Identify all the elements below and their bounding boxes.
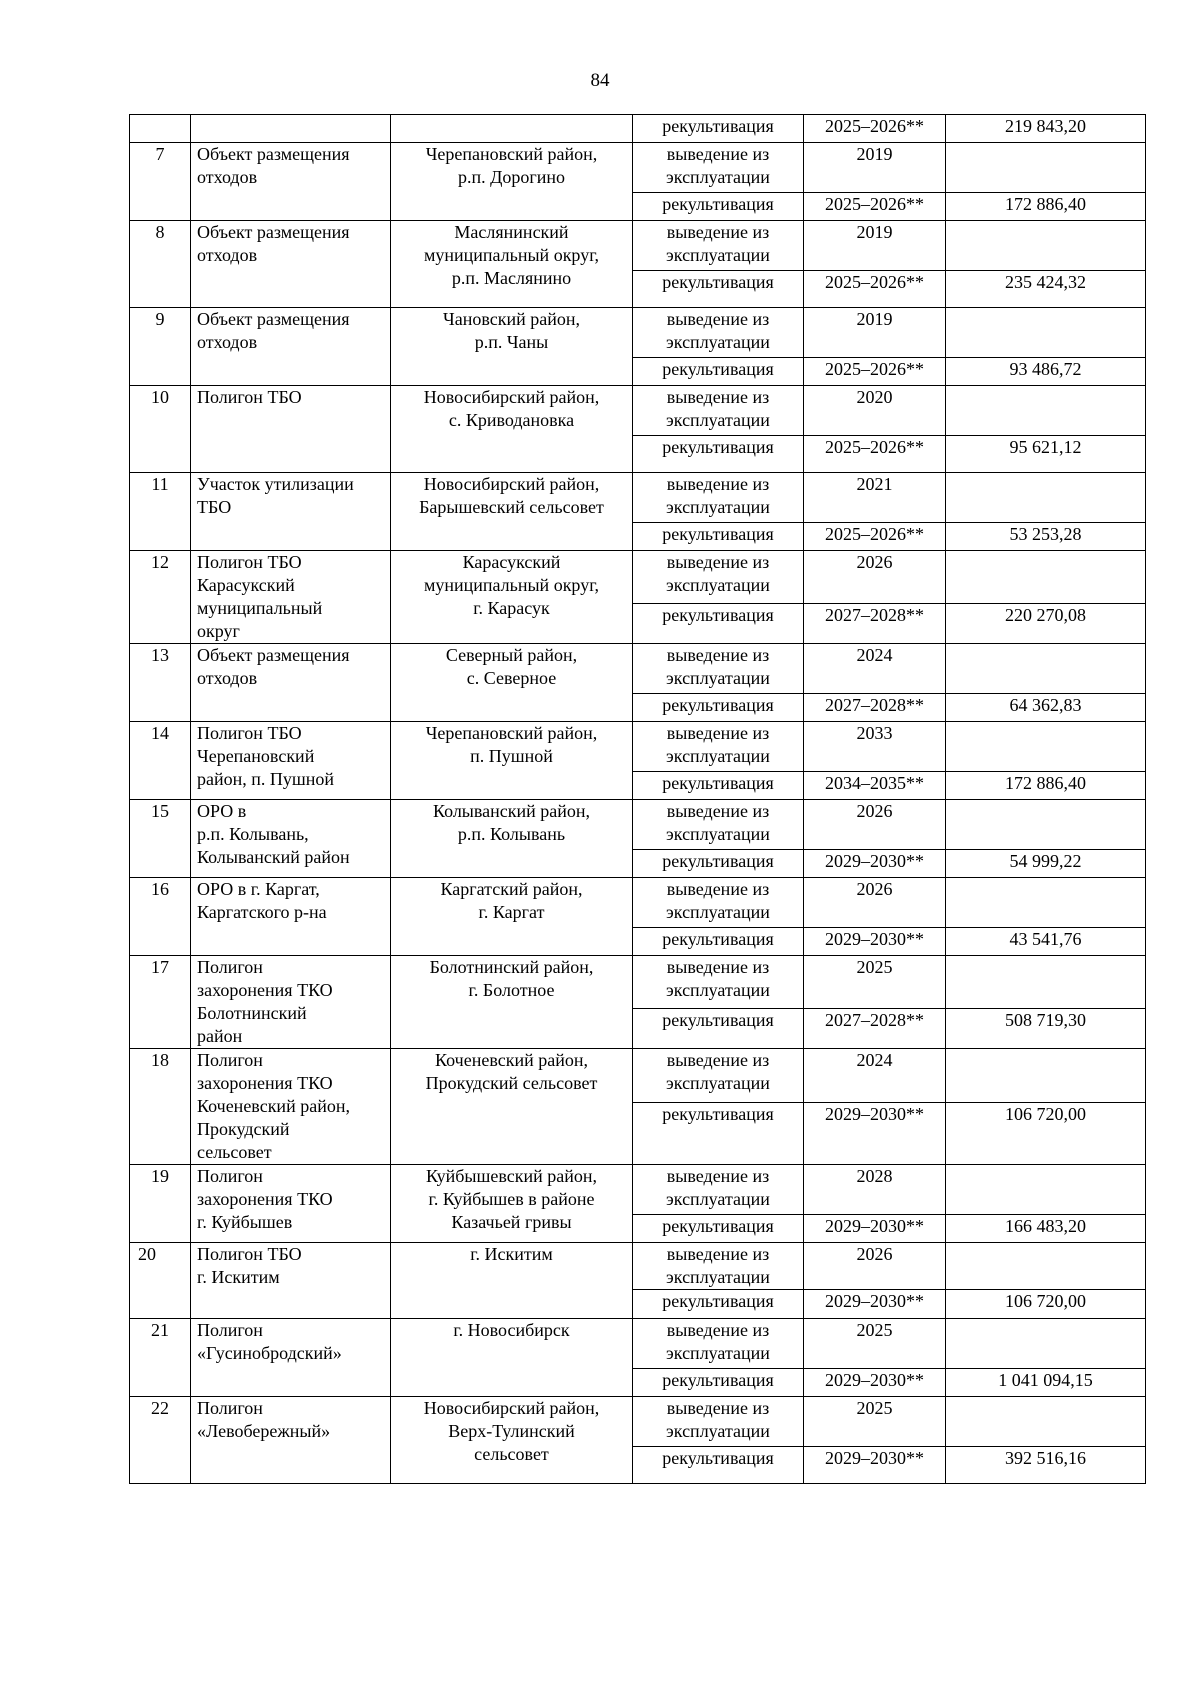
period-cell: 2029–2030** <box>804 928 946 956</box>
cost-cell <box>946 878 1146 928</box>
cost-cell: 172 886,40 <box>946 193 1146 221</box>
period-cell: 2025 <box>804 1319 946 1369</box>
cost-cell: 64 362,83 <box>946 694 1146 722</box>
table-row <box>130 473 1146 523</box>
period-cell: 2026 <box>804 878 946 928</box>
stage-cell: рекультивация <box>633 772 804 800</box>
cost-cell <box>946 956 1146 1009</box>
table-row <box>130 878 1146 928</box>
location-cell: Новосибирский район, Барышевский сельсовет <box>391 473 633 551</box>
period-cell: 2029–2030** <box>804 1369 946 1397</box>
cost-cell <box>946 1165 1146 1215</box>
cost-cell: 219 843,20 <box>946 115 1146 143</box>
period-cell: 2027–2028** <box>804 604 946 644</box>
period-cell: 2034–2035** <box>804 772 946 800</box>
table-row <box>130 115 1146 143</box>
period-cell: 2029–2030** <box>804 1215 946 1243</box>
row-number-cell: 17 <box>130 956 191 1049</box>
row-number-cell: 22 <box>130 1397 191 1484</box>
location-cell: г. Новосибирск <box>391 1319 633 1397</box>
table-row <box>130 1397 1146 1447</box>
cost-cell <box>946 143 1146 193</box>
period-cell: 2029–2030** <box>804 1447 946 1484</box>
row-number-cell: 18 <box>130 1049 191 1165</box>
row-number-cell: 10 <box>130 386 191 473</box>
table-row <box>130 644 1146 694</box>
stage-cell: выведение из эксплуатации <box>633 956 804 1009</box>
stage-cell: выведение из эксплуатации <box>633 221 804 271</box>
period-cell: 2029–2030** <box>804 850 946 878</box>
row-number-cell: 14 <box>130 722 191 800</box>
location-cell: Куйбышевский район, г. Куйбышев в районе Казачьей гривы <box>391 1165 633 1243</box>
cost-cell <box>946 722 1146 772</box>
stage-cell: выведение из эксплуатации <box>633 551 804 604</box>
period-cell: 2019 <box>804 308 946 358</box>
period-cell: 2026 <box>804 800 946 850</box>
stage-cell: рекультивация <box>633 358 804 386</box>
facility-name-cell: ОРО в г. Каргат, Каргатского р-на <box>191 878 391 956</box>
period-cell: 2024 <box>804 644 946 694</box>
table-row <box>130 956 1146 1009</box>
cost-cell <box>946 473 1146 523</box>
period-cell: 2029–2030** <box>804 1290 946 1319</box>
stage-cell: выведение из эксплуатации <box>633 143 804 193</box>
stage-cell: рекультивация <box>633 436 804 473</box>
stage-cell: выведение из эксплуатации <box>633 800 804 850</box>
period-cell: 2026 <box>804 1243 946 1290</box>
facility-name-cell: Участок утилизации ТБО <box>191 473 391 551</box>
cost-cell: 95 621,12 <box>946 436 1146 473</box>
row-number-cell: 21 <box>130 1319 191 1397</box>
location-cell: Новосибирский район, с. Криводановка <box>391 386 633 473</box>
period-cell: 2025–2026** <box>804 271 946 308</box>
table-row <box>130 800 1146 850</box>
period-cell: 2028 <box>804 1165 946 1215</box>
cost-cell <box>946 1049 1146 1103</box>
facility-name-cell: Объект размещения отходов <box>191 221 391 308</box>
facility-name-cell: Объект размещения отходов <box>191 143 391 221</box>
stage-cell: выведение из эксплуатации <box>633 1319 804 1369</box>
table-row <box>130 551 1146 604</box>
row-number-cell: 16 <box>130 878 191 956</box>
cost-cell: 93 486,72 <box>946 358 1146 386</box>
stage-cell: рекультивация <box>633 850 804 878</box>
facility-name-cell: Объект размещения отходов <box>191 644 391 722</box>
facility-name-cell: Полигон захоронения ТКО г. Куйбышев <box>191 1165 391 1243</box>
cost-cell <box>946 1397 1146 1447</box>
facility-name-cell: Полигон захоронения ТКО Коченевский район, Прокудский сельсовет <box>191 1049 391 1165</box>
table-row <box>130 221 1146 271</box>
stage-cell: рекультивация <box>633 193 804 221</box>
period-cell: 2019 <box>804 221 946 271</box>
stage-cell: выведение из эксплуатации <box>633 308 804 358</box>
period-cell: 2027–2028** <box>804 1009 946 1049</box>
stage-cell: рекультивация <box>633 1215 804 1243</box>
period-cell: 2025 <box>804 956 946 1009</box>
cost-cell: 235 424,32 <box>946 271 1146 308</box>
cost-cell: 172 886,40 <box>946 772 1146 800</box>
period-cell: 2025–2026** <box>804 436 946 473</box>
stage-cell: рекультивация <box>633 523 804 551</box>
cost-cell: 1 041 094,15 <box>946 1369 1146 1397</box>
stage-cell: выведение из эксплуатации <box>633 878 804 928</box>
cost-cell <box>946 800 1146 850</box>
stage-cell: выведение из эксплуатации <box>633 644 804 694</box>
stage-cell: рекультивация <box>633 1447 804 1484</box>
table-row <box>130 1049 1146 1103</box>
row-number-cell: 9 <box>130 308 191 386</box>
row-number-cell: 12 <box>130 551 191 644</box>
row-number-cell: 7 <box>130 143 191 221</box>
cost-cell: 220 270,08 <box>946 604 1146 644</box>
facilities-table <box>129 114 1146 1484</box>
period-cell: 2026 <box>804 551 946 604</box>
location-cell: г. Искитим <box>391 1243 633 1319</box>
stage-cell: рекультивация <box>633 1369 804 1397</box>
cost-cell: 508 719,30 <box>946 1009 1146 1049</box>
cost-cell <box>946 644 1146 694</box>
facility-name-cell: Полигон ТБО Карасукский муниципальный округ <box>191 551 391 644</box>
cost-cell: 166 483,20 <box>946 1215 1146 1243</box>
stage-cell: выведение из эксплуатации <box>633 1397 804 1447</box>
cost-cell <box>946 551 1146 604</box>
page-number: 84 <box>590 70 610 91</box>
stage-cell: выведение из эксплуатации <box>633 1165 804 1215</box>
stage-cell: выведение из эксплуатации <box>633 473 804 523</box>
table-row <box>130 1165 1146 1215</box>
table-row <box>130 722 1146 772</box>
location-cell: Новосибирский район, Верх-Тулинский сельсовет <box>391 1397 633 1484</box>
location-cell: Северный район, с. Северное <box>391 644 633 722</box>
location-cell: Карасукский муниципальный округ, г. Карасук <box>391 551 633 644</box>
period-cell: 2025–2026** <box>804 358 946 386</box>
cost-cell <box>946 386 1146 436</box>
cost-cell: 392 516,16 <box>946 1447 1146 1484</box>
location-cell: Болотнинский район, г. Болотное <box>391 956 633 1049</box>
stage-cell: рекультивация <box>633 604 804 644</box>
location-cell: Колыванский район, р.п. Колывань <box>391 800 633 878</box>
period-cell: 2029–2030** <box>804 1102 946 1164</box>
cost-cell: 43 541,76 <box>946 928 1146 956</box>
facility-name-cell: Полигон ТБО г. Искитим <box>191 1243 391 1319</box>
row-number-cell: 13 <box>130 644 191 722</box>
table-row <box>130 1243 1146 1290</box>
location-cell <box>391 115 633 143</box>
facility-name-cell <box>191 115 391 143</box>
row-number-cell: 20 <box>130 1243 191 1319</box>
facility-name-cell: Объект размещения отходов <box>191 308 391 386</box>
facility-name-cell: Полигон «Гусинобродский» <box>191 1319 391 1397</box>
location-cell: Каргатский район, г. Каргат <box>391 878 633 956</box>
stage-cell: выведение из эксплуатации <box>633 1243 804 1290</box>
location-cell: Черепановский район, п. Пушной <box>391 722 633 800</box>
row-number-cell: 19 <box>130 1165 191 1243</box>
facilities-table-body <box>130 115 1146 1484</box>
location-cell: Черепановский район, р.п. Дорогино <box>391 143 633 221</box>
facility-name-cell: Полигон ТБО Черепановский район, п. Пушной <box>191 722 391 800</box>
period-cell: 2025 <box>804 1397 946 1447</box>
row-number-cell <box>130 115 191 143</box>
period-cell: 2021 <box>804 473 946 523</box>
stage-cell: рекультивация <box>633 694 804 722</box>
stage-cell: рекультивация <box>633 1009 804 1049</box>
row-number-cell: 8 <box>130 221 191 308</box>
stage-cell: выведение из эксплуатации <box>633 386 804 436</box>
table-row <box>130 1319 1146 1369</box>
facility-name-cell: Полигон ТБО <box>191 386 391 473</box>
cost-cell: 54 999,22 <box>946 850 1146 878</box>
stage-cell: рекультивация <box>633 1102 804 1164</box>
stage-cell: рекультивация <box>633 271 804 308</box>
stage-cell: выведение из эксплуатации <box>633 722 804 772</box>
period-cell: 2020 <box>804 386 946 436</box>
facility-name-cell: Полигон «Левобережный» <box>191 1397 391 1484</box>
table-row <box>130 308 1146 358</box>
cost-cell <box>946 308 1146 358</box>
period-cell: 2025–2026** <box>804 523 946 551</box>
stage-cell: выведение из эксплуатации <box>633 1049 804 1103</box>
period-cell: 2027–2028** <box>804 694 946 722</box>
row-number-cell: 15 <box>130 800 191 878</box>
period-cell: 2025–2026** <box>804 193 946 221</box>
facility-name-cell: Полигон захоронения ТКО Болотнинский район <box>191 956 391 1049</box>
stage-cell: рекультивация <box>633 115 804 143</box>
cost-cell <box>946 1319 1146 1369</box>
cost-cell <box>946 221 1146 271</box>
location-cell: Маслянинский муниципальный округ, р.п. Маслянино <box>391 221 633 308</box>
cost-cell: 106 720,00 <box>946 1290 1146 1319</box>
location-cell: Коченевский район, Прокудский сельсовет <box>391 1049 633 1165</box>
table-row <box>130 143 1146 193</box>
period-cell: 2033 <box>804 722 946 772</box>
stage-cell: рекультивация <box>633 928 804 956</box>
facility-name-cell: ОРО в р.п. Колывань, Колыванский район <box>191 800 391 878</box>
period-cell: 2024 <box>804 1049 946 1103</box>
period-cell: 2019 <box>804 143 946 193</box>
stage-cell: рекультивация <box>633 1290 804 1319</box>
cost-cell <box>946 1243 1146 1290</box>
period-cell: 2025–2026** <box>804 115 946 143</box>
location-cell: Чановский район, р.п. Чаны <box>391 308 633 386</box>
row-number-cell: 11 <box>130 473 191 551</box>
table-row <box>130 386 1146 436</box>
cost-cell: 53 253,28 <box>946 523 1146 551</box>
cost-cell: 106 720,00 <box>946 1102 1146 1164</box>
